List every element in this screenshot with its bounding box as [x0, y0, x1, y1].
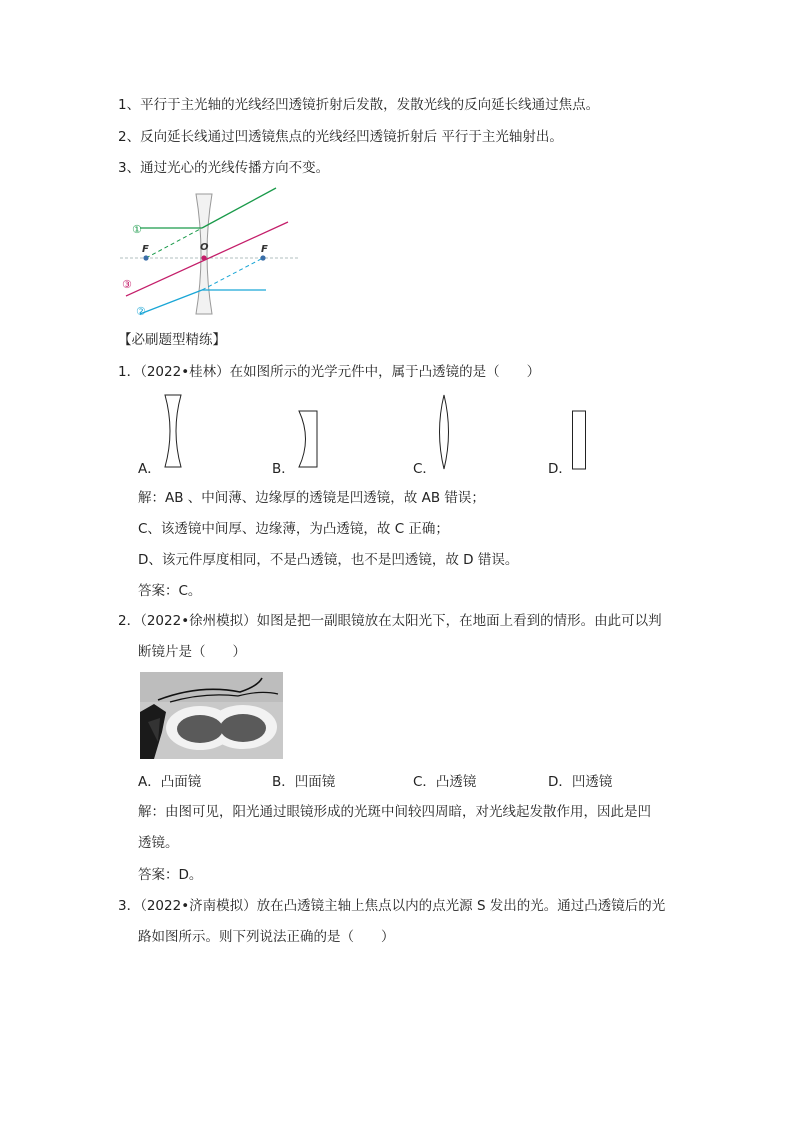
q1-stem: 1．（2022•桂林）在如图所示的光学元件中，属于凸透镜的是（ ）: [118, 364, 541, 380]
q2-option-a: A．凸面镜: [138, 774, 202, 790]
center-label: O: [200, 242, 209, 253]
q1-solution-2: C、该透镜中间厚、边缘薄，为凸透镜，故 C 正确；: [138, 521, 449, 537]
q1-option-b: B．: [272, 461, 295, 477]
q2-answer: 答案：D。: [138, 867, 203, 883]
focus-left-label: F: [142, 244, 149, 255]
ray-3-label: ③: [122, 278, 132, 291]
focus-right-label: F: [261, 244, 268, 255]
q2-option-d: D．凹透镜: [548, 774, 613, 790]
concave-lens-ray-diagram: [118, 186, 308, 322]
glasses-shadow-photo: [140, 672, 283, 759]
q3-stem-line-2: 路如图所示。则下列说法正确的是（ ）: [138, 929, 395, 945]
q2-stem-line-1: 2．（2022•徐州模拟）如图是把一副眼镜放在太阳光下，在地面上看到的情形。由此可以判: [118, 613, 662, 629]
rule-1: 1、平行于主光轴的光线经凹透镜折射后发散，发散光线的反向延长线通过焦点。: [118, 97, 600, 113]
q1-answer: 答案：C。: [138, 583, 202, 599]
rule-2: 2、反向延长线通过凹透镜焦点的光线经凹透镜折射后 平行于主光轴射出。: [118, 129, 563, 145]
q3-stem-line-1: 3．（2022•济南模拟）放在凸透镜主轴上焦点以内的点光源 S 发出的光。通过凸透镜后的光: [118, 898, 666, 914]
ray-1-label: ①: [132, 223, 142, 236]
ray-2-label: ②: [136, 305, 146, 318]
q1-option-c: C．: [413, 461, 436, 477]
q2-solution-1: 解：由图可见，阳光通过眼镜形成的光斑中间较四周暗，对光线起发散作用，因此是凹: [138, 804, 651, 820]
section-title: 【必刷题型精练】: [118, 332, 226, 348]
option-a-concave-lens: [162, 393, 184, 469]
option-d-flat-glass: [571, 410, 587, 470]
q1-solution-3: D、该元件厚度相同，不是凸透镜，也不是凹透镜，故 D 错误。: [138, 552, 519, 568]
q2-option-c: C．凸透镜: [413, 774, 477, 790]
option-b-plano-concave-lens: [296, 410, 320, 468]
rule-3: 3、通过光心的光线传播方向不变。: [118, 160, 330, 176]
q1-option-a: A．: [138, 461, 161, 477]
q1-option-d: D．: [548, 461, 572, 477]
q1-solution-1: 解：AB 、中间薄、边缘厚的透镜是凹透镜，故 AB 错误；: [138, 490, 485, 506]
q2-solution-2: 透镜。: [138, 835, 179, 851]
option-c-convex-lens: [436, 394, 452, 470]
q2-stem-line-2: 断镜片是（ ）: [138, 644, 246, 660]
q2-option-b: B．凹面镜: [272, 774, 336, 790]
concave-lens: [196, 194, 212, 314]
